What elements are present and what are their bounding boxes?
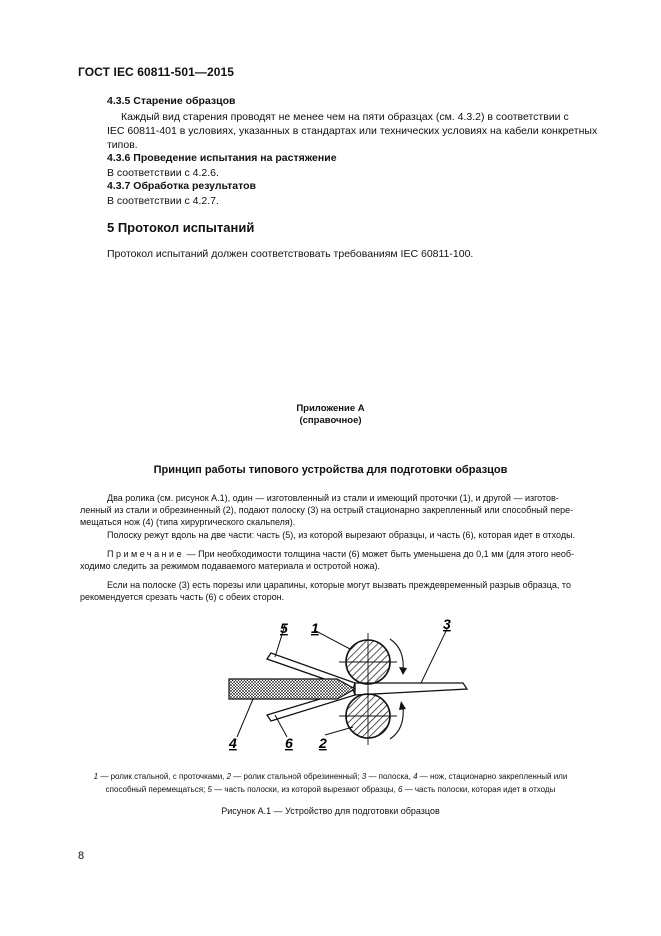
- section-5-title: 5 Протокол испытаний: [107, 220, 255, 235]
- label-5: 5: [280, 620, 288, 636]
- rotation-arrow-bottom: [390, 707, 403, 739]
- annex-p3-line2: рекомендуется срезать часть (6) с обеих сторон.: [80, 592, 285, 602]
- section-4-3-5-line3: типов.: [107, 139, 138, 151]
- section-5-text: Протокол испытаний должен соответствовать требованиям IEC 60811-100.: [107, 248, 474, 260]
- section-4-3-6-title: 4.3.6 Проведение испытания на растяжение: [107, 152, 337, 164]
- figure-a1-diagram: [215, 615, 475, 755]
- annex-type: (справочное): [299, 415, 362, 426]
- page-number: 8: [78, 850, 85, 862]
- annex-note-line2: ходимо следить за режимом подаваемого материала и остротой ножа).: [80, 561, 380, 571]
- knife-4: [229, 679, 355, 699]
- section-4-3-5-title: 4.3.5 Старение образцов: [107, 95, 236, 107]
- figure-legend-line1: 1 — ролик стальной, с проточками, 2 — ролик стальной обрезиненный; 3 — полоска, 4 — нож, стационарно закрепленный или: [93, 772, 568, 781]
- annex-p1-line2: ленный из стали и обрезиненный (2), подают полоску (3) на острый стационарно закрепленный или способный пере-: [80, 505, 574, 515]
- annex-label: Приложение А: [296, 403, 365, 414]
- label-1: 1: [311, 620, 319, 636]
- strip-3: [355, 683, 467, 695]
- label-4: 4: [229, 735, 237, 751]
- label-3: 3: [443, 616, 451, 632]
- figure-caption: Рисунок А.1 — Устройство для подготовки образцов: [221, 806, 440, 816]
- note-text: — При необходимости толщина части (6) может быть уменьшена до 0,1 мм (для этого необ-: [184, 549, 575, 559]
- annex-p1-line1: Два ролика (см. рисунок А.1), один — изготовленный из стали и имеющий проточки (1), и другой — изготов-: [107, 493, 559, 503]
- section-4-3-6-text: В соответствии с 4.2.6.: [107, 167, 219, 179]
- section-4-3-5-line2: IEC 60811-401 в условиях, указанных в стандартах или технических условиях на кабели конкретных: [107, 125, 598, 137]
- annex-p3-line1: Если на полоске (3) есть порезы или царапины, которые могут вызвать преждевременный разрыв образца, то: [107, 580, 571, 590]
- annex-p2: Полоску режут вдоль на две части: часть (5), из которой вырезают образцы, и часть (6), которая идет в отходы.: [107, 530, 576, 540]
- section-4-3-5-line1: Каждый вид старения проводят не менее чем на пяти образцах (см. 4.3.2) в соответствии с: [121, 111, 569, 123]
- label-2: 2: [319, 735, 327, 751]
- note-label: Примечание: [107, 549, 185, 559]
- rotation-arrow-top: [390, 639, 403, 671]
- label-6: 6: [285, 735, 293, 751]
- document-header: ГОСТ IEC 60811-501—2015: [78, 65, 235, 79]
- figure-legend-line2: способный перемещаться; 5 — часть полоски, из которой вырезают образцы, 6 — часть полоски, которая идет в отходы: [105, 785, 556, 794]
- section-4-3-7-text: В соответствии с 4.2.7.: [107, 195, 219, 207]
- annex-title: Принцип работы типового устройства для подготовки образцов: [153, 464, 508, 476]
- section-4-3-7-title: 4.3.7 Обработка результатов: [107, 180, 256, 192]
- annex-p1-line3: мещаться нож (4) (типа хирургического скальпеля).: [80, 517, 296, 527]
